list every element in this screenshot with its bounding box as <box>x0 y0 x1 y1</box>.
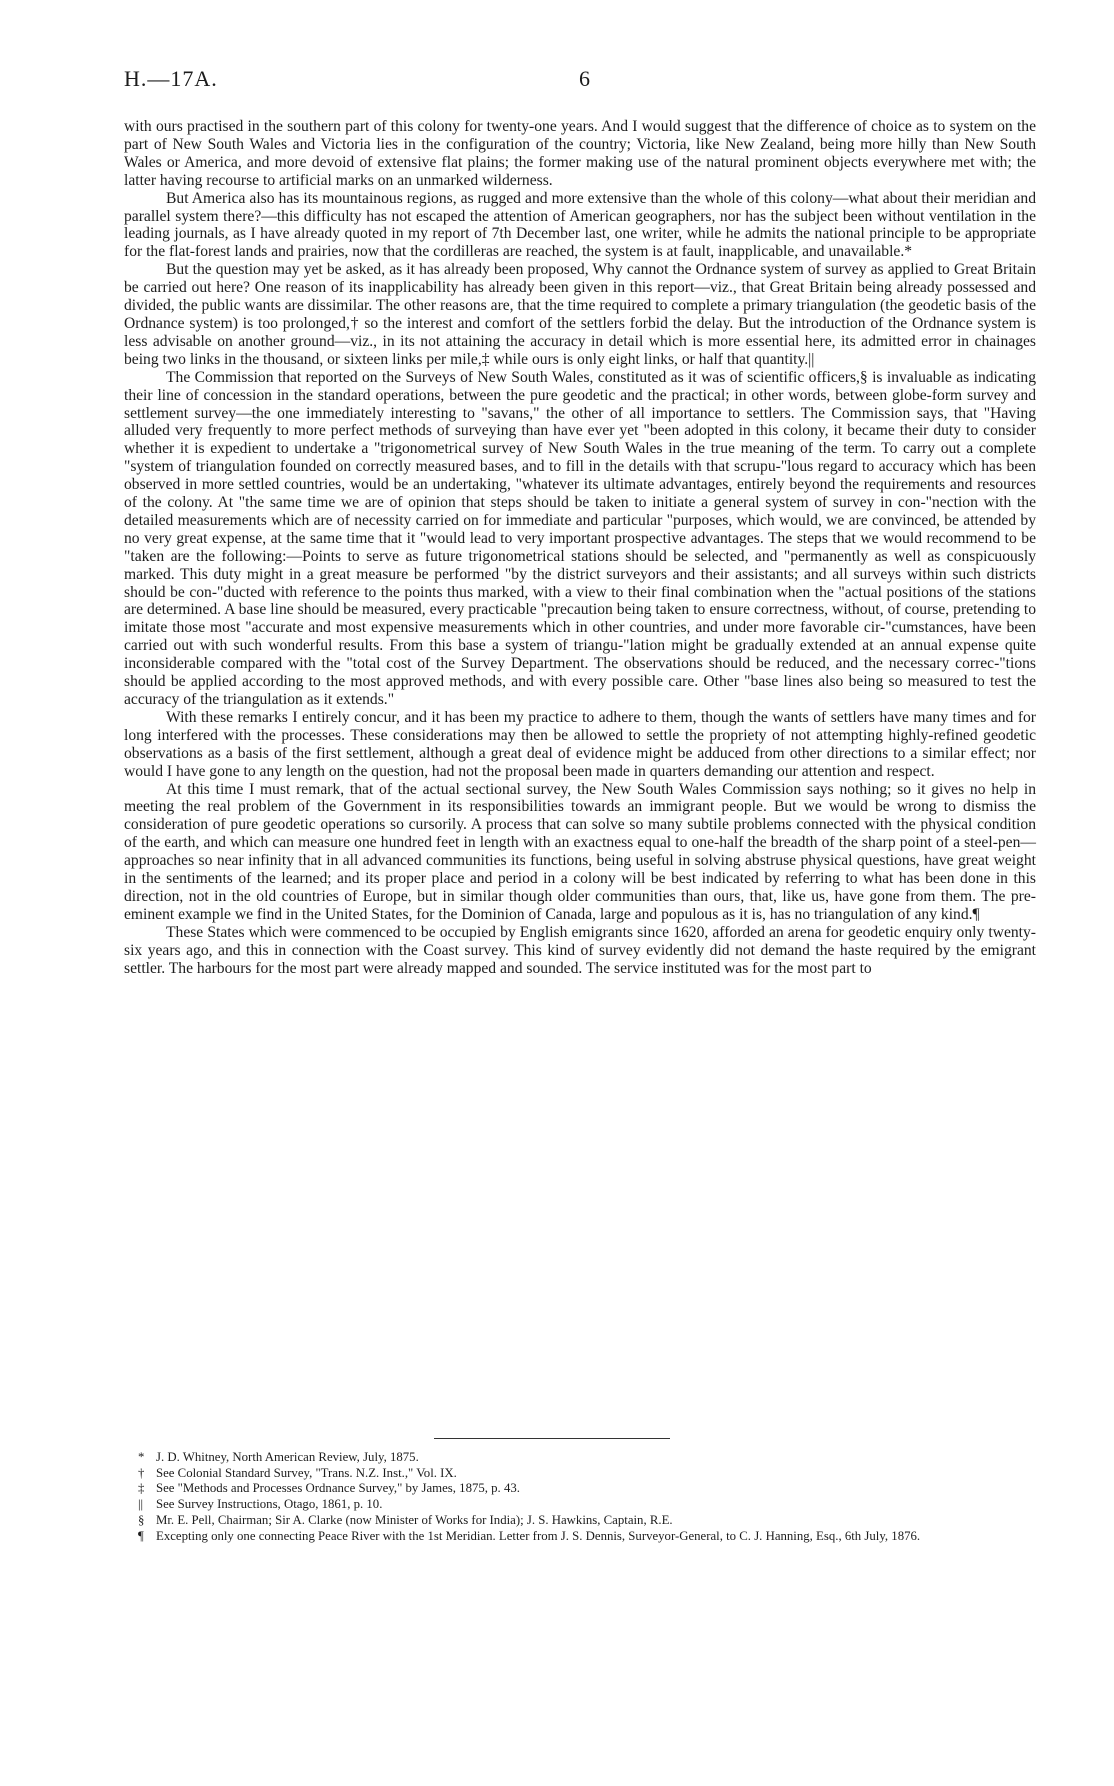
footnote <box>124 1497 1036 1513</box>
body-text <box>124 118 1036 978</box>
footnote <box>124 1466 1036 1482</box>
footnote-mark: § <box>138 1512 145 1527</box>
footnote <box>124 1481 1036 1497</box>
footnote-text: J. D. Whitney, North American Review, July, 1875. <box>156 1450 419 1464</box>
footnote <box>124 1450 1036 1466</box>
footnote <box>124 1513 1036 1529</box>
page-header <box>124 66 990 96</box>
paragraph: But America also has its mountainous regions, as rugged and more extensive than the whole of this colony—what about their meridian and parallel system there?—this difficulty has not escaped the attention of American geographers, nor has the subject been without ventilation in the leading journals, as I have already quoted in my report of 7th December last, one writer, while he admits the national principle to be appropriate for the flat-forest lands and prairies, now that the cordilleras are reached, the system is at fault, inapplicable, and unavailable.* <box>124 189 1036 261</box>
footnote-text: Excepting only one connecting Peace River with the 1st Meridian. Letter from J. S. Dennis, Surveyor-General, to C. J. Hanning, Esq., 6th July, 1876. <box>156 1528 921 1543</box>
paragraph: At this time I must remark, that of the actual sectional survey, the New South Wales Commission says nothing; so it gives no help in meeting the real problem of the Government in its responsibilities towards an immigrant people. But we would be wrong to dismiss the consideration of pure geodetic operations so cursorily. A process that can solve so many subtile problems connected with the physical condition of the earth, and which can measure one hundred feet in length with an exactness equal to one-half the breadth of the sharp point of a steel-pen—approaches so near infinity that in all advanced communities its functions, being useful in solving abstruse physical questions, have great weight in the sentiments of the learned; and its proper place and period in a colony will be best indicated by referring to what has been done in this direction, not in the old countries of Europe, but in similar though older communities than ours, that, like us, have gone from them. The pre-eminent example we find in the United States, for the Dominion of Canada, large and populous as it is, has no triangulation of any kind.¶ <box>124 780 1036 923</box>
footnote-mark: || <box>138 1497 144 1512</box>
footnotes <box>124 1450 1036 1544</box>
footnote-text: Mr. E. Pell, Chairman; Sir A. Clarke (now Minister of Works for India); J. S. Hawkins, Captain, R.E. <box>156 1512 673 1527</box>
paragraph: with ours practised in the southern part of this colony for twenty-one years. And I would suggest that the difference of choice as to system on the part of New South Wales and Victoria lies in the configuration of the country; Victoria, like New Zealand, being more hilly than New South Wales or America, and more devoid of extensive flat plains; the former making use of the natural prominent objects everywhere met with; the latter having recourse to artificial marks on an unmarked wilderness. <box>124 118 1036 189</box>
footnote-mark: ‡ <box>138 1481 145 1496</box>
footnote <box>124 1529 1036 1545</box>
paragraph: With these remarks I entirely concur, and it has been my practice to adhere to them, though the wants of settlers have many times and for long interfered with the processes. These considerations may then be allowed to settle the propriety of not attempting highly-refined geodetic observations as a basis of the first settlement, although a great deal of evidence might be adduced from other directions to a similar effect; nor would I have gone to any length on the question, had not the proposal been made in quarters demanding our attention and respect. <box>124 708 1036 780</box>
footnote-divider <box>434 1438 670 1439</box>
document-reference: H.—17A. <box>124 66 218 91</box>
footnote-mark: ¶ <box>138 1528 144 1543</box>
footnote-mark: † <box>138 1465 145 1480</box>
footnote-text: See "Methods and Processes Ordnance Survey," by James, 1875, p. 43. <box>156 1481 520 1496</box>
paragraph: These States which were commenced to be occupied by English emigrants since 1620, afforded an arena for geodetic enquiry only twenty-six years ago, and this in connection with the Coast survey. This kind of survey evidently did not demand the haste required by the emigrant settler. The harbours for the most part were already mapped and sounded. The service instituted was for the most part to <box>124 923 1036 977</box>
paragraph: The Commission that reported on the Surveys of New South Wales, constituted as it was of scientific officers,§ is invaluable as indicating their line of concession in the standard operations, between the pure geodetic and the practical; in other words, between globe-form survey and settlement survey—the one immediately interesting to "savans," the other of all importance to settlers. The Commission says, that "Having alluded very frequently to more perfect methods of surveying than have ever yet "been adopted in this colony, it became their duty to consider whether it is expedient to undertake a "trigonometrical survey of New South Wales in the true meaning of the term. To carry out a complete "system of triangulation founded on correctly measured bases, and to fill in the details with that scrupu-"lous regard to accuracy which has been observed in more settled countries, would be an undertaking, "whatever its ultimate advantages, entirely beyond the requirements and resources of the colony. At "the same time we are of opinion that steps should be taken to initiate a general system of survey in con-"nection with the detailed measurements which are of necessity carried on for immediate and particular "purposes, which would, we are convinced, be attended by no very great expense, at the same time that it "would lead to very important prospective advantages. The steps that we would recommend to be "taken are the following:—Points to serve as future trigonometrical stations should be selected, and "permanently as well as conspicuously marked. This duty might in a great measure be performed "by the district surveyors and their assistants; and all surveys within such districts should be con-"ducted with reference to the points thus marked, with a view to their final combination when the "actual positions of the stations are determined. A base line should be measured, every practicable "precaution being taken to ensure correctness, without, of course, pretending to imitate those most "accurate and most expensive measurements which in other countries, and under more favorable cir-"cumstances, have been carried out with such wonderful results. From this base a system of triangu-"lation might be gradually extended at an annual expense quite inconsiderable compared with the "total cost of the Survey Department. The observations should be reduced, and the necessary correc-"tions should be applied according to the most approved methods, and with every possible care. Other "base lines also being so measured to test the accuracy of the triangulation as it extends." <box>124 368 1036 708</box>
paragraph: But the question may yet be asked, as it has already been proposed, Why cannot the Ordnance system of survey as applied to Great Britain be carried out here? One reason of its inapplicability has already been given in this report—viz., that Great Britain being already possessed and divided, the public wants are dissimilar. The other reasons are, that the time required to complete a primary triangulation (the geodetic basis of the Ordnance system) is too prolonged,† so the interest and comfort of the settlers forbid the delay. But the introduction of the Ordnance system is less advisable on another ground—viz., in its not attaining the accuracy in detail which is more essential here, its admitted error in chainages being two links in the thousand, or sixteen links per mile,‡ while ours is only eight links, or half that quantity.|| <box>124 261 1036 368</box>
footnote-mark: * <box>138 1450 145 1464</box>
page-number: 6 <box>579 66 590 91</box>
footnote-text: See Survey Instructions, Otago, 1861, p. 10. <box>156 1497 383 1512</box>
footnote-text: See Colonial Standard Survey, "Trans. N.Z. Inst.," Vol. IX. <box>156 1465 457 1480</box>
